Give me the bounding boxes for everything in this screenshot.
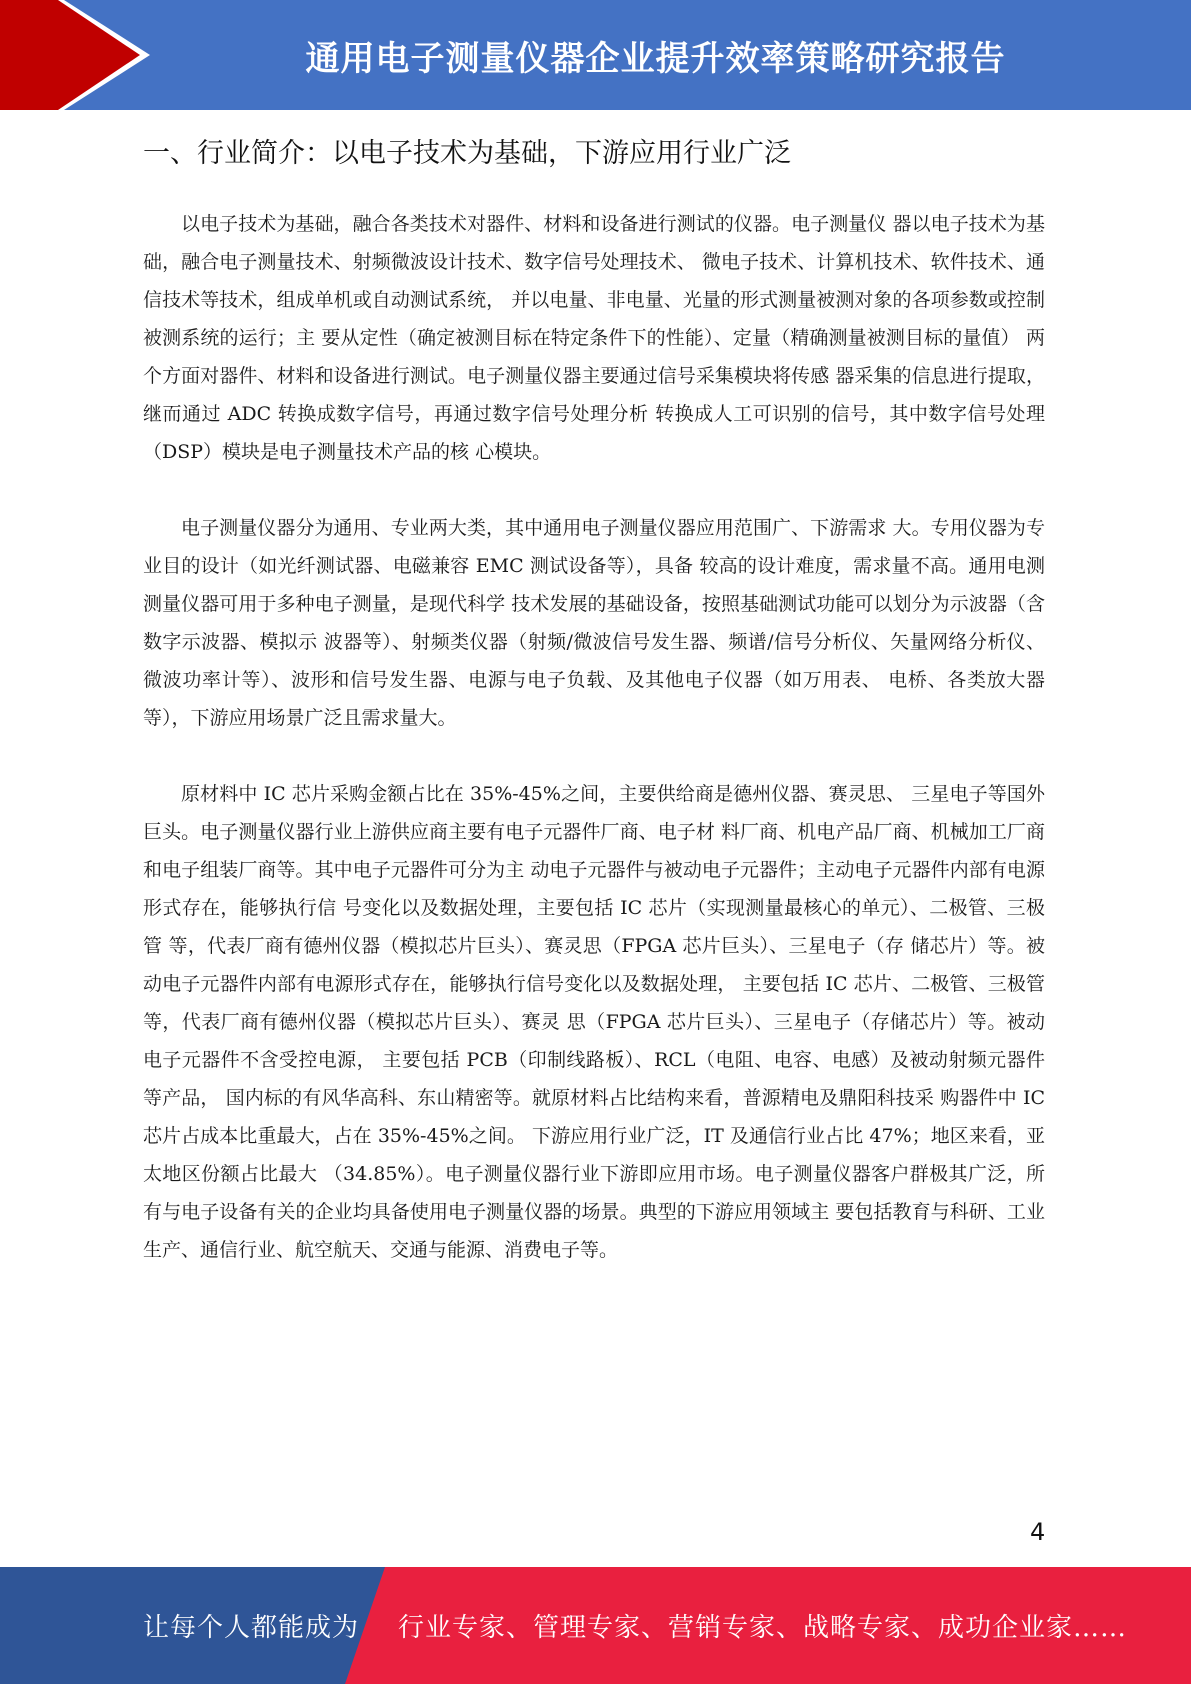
body-content bbox=[143, 205, 1045, 1307]
report-title: 通用电子测量仪器企业提升效率策略研究报告 bbox=[305, 38, 1006, 79]
footer-slogan-left: 让每个人都能成为 bbox=[143, 1613, 360, 1643]
report-header bbox=[0, 0, 1191, 110]
section-heading: 一、行业简介：以电子技术为基础，下游应用行业广泛 bbox=[143, 138, 791, 169]
paragraph-2: 电子测量仪器分为通用、专业两大类，其中通用电子测量仪器应用范围广、下游需求 大。专用仪器为专业目的设计（如光纤测试器、电磁兼容 EMC 测试设备等），具备 较高的设计难度，需求量不高。通用电测测量仪器可用于多种电子测量，是现代科学 技术发展的基础设备，按照基础测试功能可以划分为示波器（含数字示波器、模拟示 波器等）、射频类仪器（射频/微波信号发生器、频谱/信号分析仪、矢量网络分析仪、 微波功率计等）、波形和信号发生器、电源与电子负载、及其他电子仪器（如万用表、 电桥、各类放大器等），下游应用场景广泛且需求量大。 bbox=[143, 517, 1045, 729]
paragraph-3: 原材料中 IC 芯片采购金额占比在 35%-45%之间，主要供给商是德州仪器、赛灵思、 三星电子等国外巨头。电子测量仪器行业上游供应商主要有电子元器件厂商、电子材 料厂商、机电产品厂商、机械加工厂商和电子组装厂商等。其中电子元器件可分为主 动电子元器件与被动电子元器件；主动电子元器件内部有电源形式存在，能够执行信 号变化以及数据处理，主要包括 IC 芯片（实现测量最核心的单元）、二极管、三极管 等，代表厂商有德州仪器（模拟芯片巨头）、赛灵思（FPGA 芯片巨头）、三星电子（存 储芯片）等。被动电子元器件内部有电源形式存在，能够执行信号变化以及数据处理， 主要包括 IC 芯片、二极管、三极管等，代表厂商有德州仪器（模拟芯片巨头）、赛灵 思（FPGA 芯片巨头）、三星电子（存储芯片）等。被动电子元器件不含受控电源， 主要包括 PCB（印制线路板）、RCL（电阻、电容、电感）及被动射频元器件等产品， 国内标的有风华高科、东山精密等。就原材料占比结构来看，普源精电及鼎阳科技采 购器件中 IC 芯片占成本比重最大，占在 35%-45%之间。 下游应用行业广泛，IT 及通信行业占比 47%；地区来看，亚太地区份额占比最大 （34.85%）。电子测量仪器行业下游即应用市场。电子测量仪器客户群极其广泛，所 有与电子设备有关的企业均具备使用电子测量仪器的场景。典型的下游应用领域主 要包括教育与科研、工业生产、通信行业、航空航天、交通与能源、消费电子等。 bbox=[143, 783, 1045, 1261]
footer-banner bbox=[0, 1567, 1191, 1684]
red-chevron-icon bbox=[0, 0, 160, 110]
page-number: 4 bbox=[1030, 1518, 1046, 1546]
footer-slogan-right: 行业专家、管理专家、营销专家、战略专家、成功企业家…… bbox=[398, 1613, 1128, 1643]
paragraph-1: 以电子技术为基础，融合各类技术对器件、材料和设备进行测试的仪器。电子测量仪 器以电子技术为基础，融合电子测量技术、射频微波设计技术、数字信号处理技术、 微电子技术、计算机技术、软件技术、通信技术等技术，组成单机或自动测试系统， 并以电量、非电量、光量的形式测量被测对象的各项参数或控制被测系统的运行；主 要从定性（确定被测目标在特定条件下的性能）、定量（精确测量被测目标的量值） 两个方面对器件、材料和设备进行测试。电子测量仪器主要通过信号采集模块将传感 器采集的信息进行提取，继而通过 ADC 转换成数字信号，再通过数字信号处理分析 转换成人工可识别的信号，其中数字信号处理（DSP）模块是电子测量技术产品的核 心模块。 bbox=[143, 213, 1045, 463]
